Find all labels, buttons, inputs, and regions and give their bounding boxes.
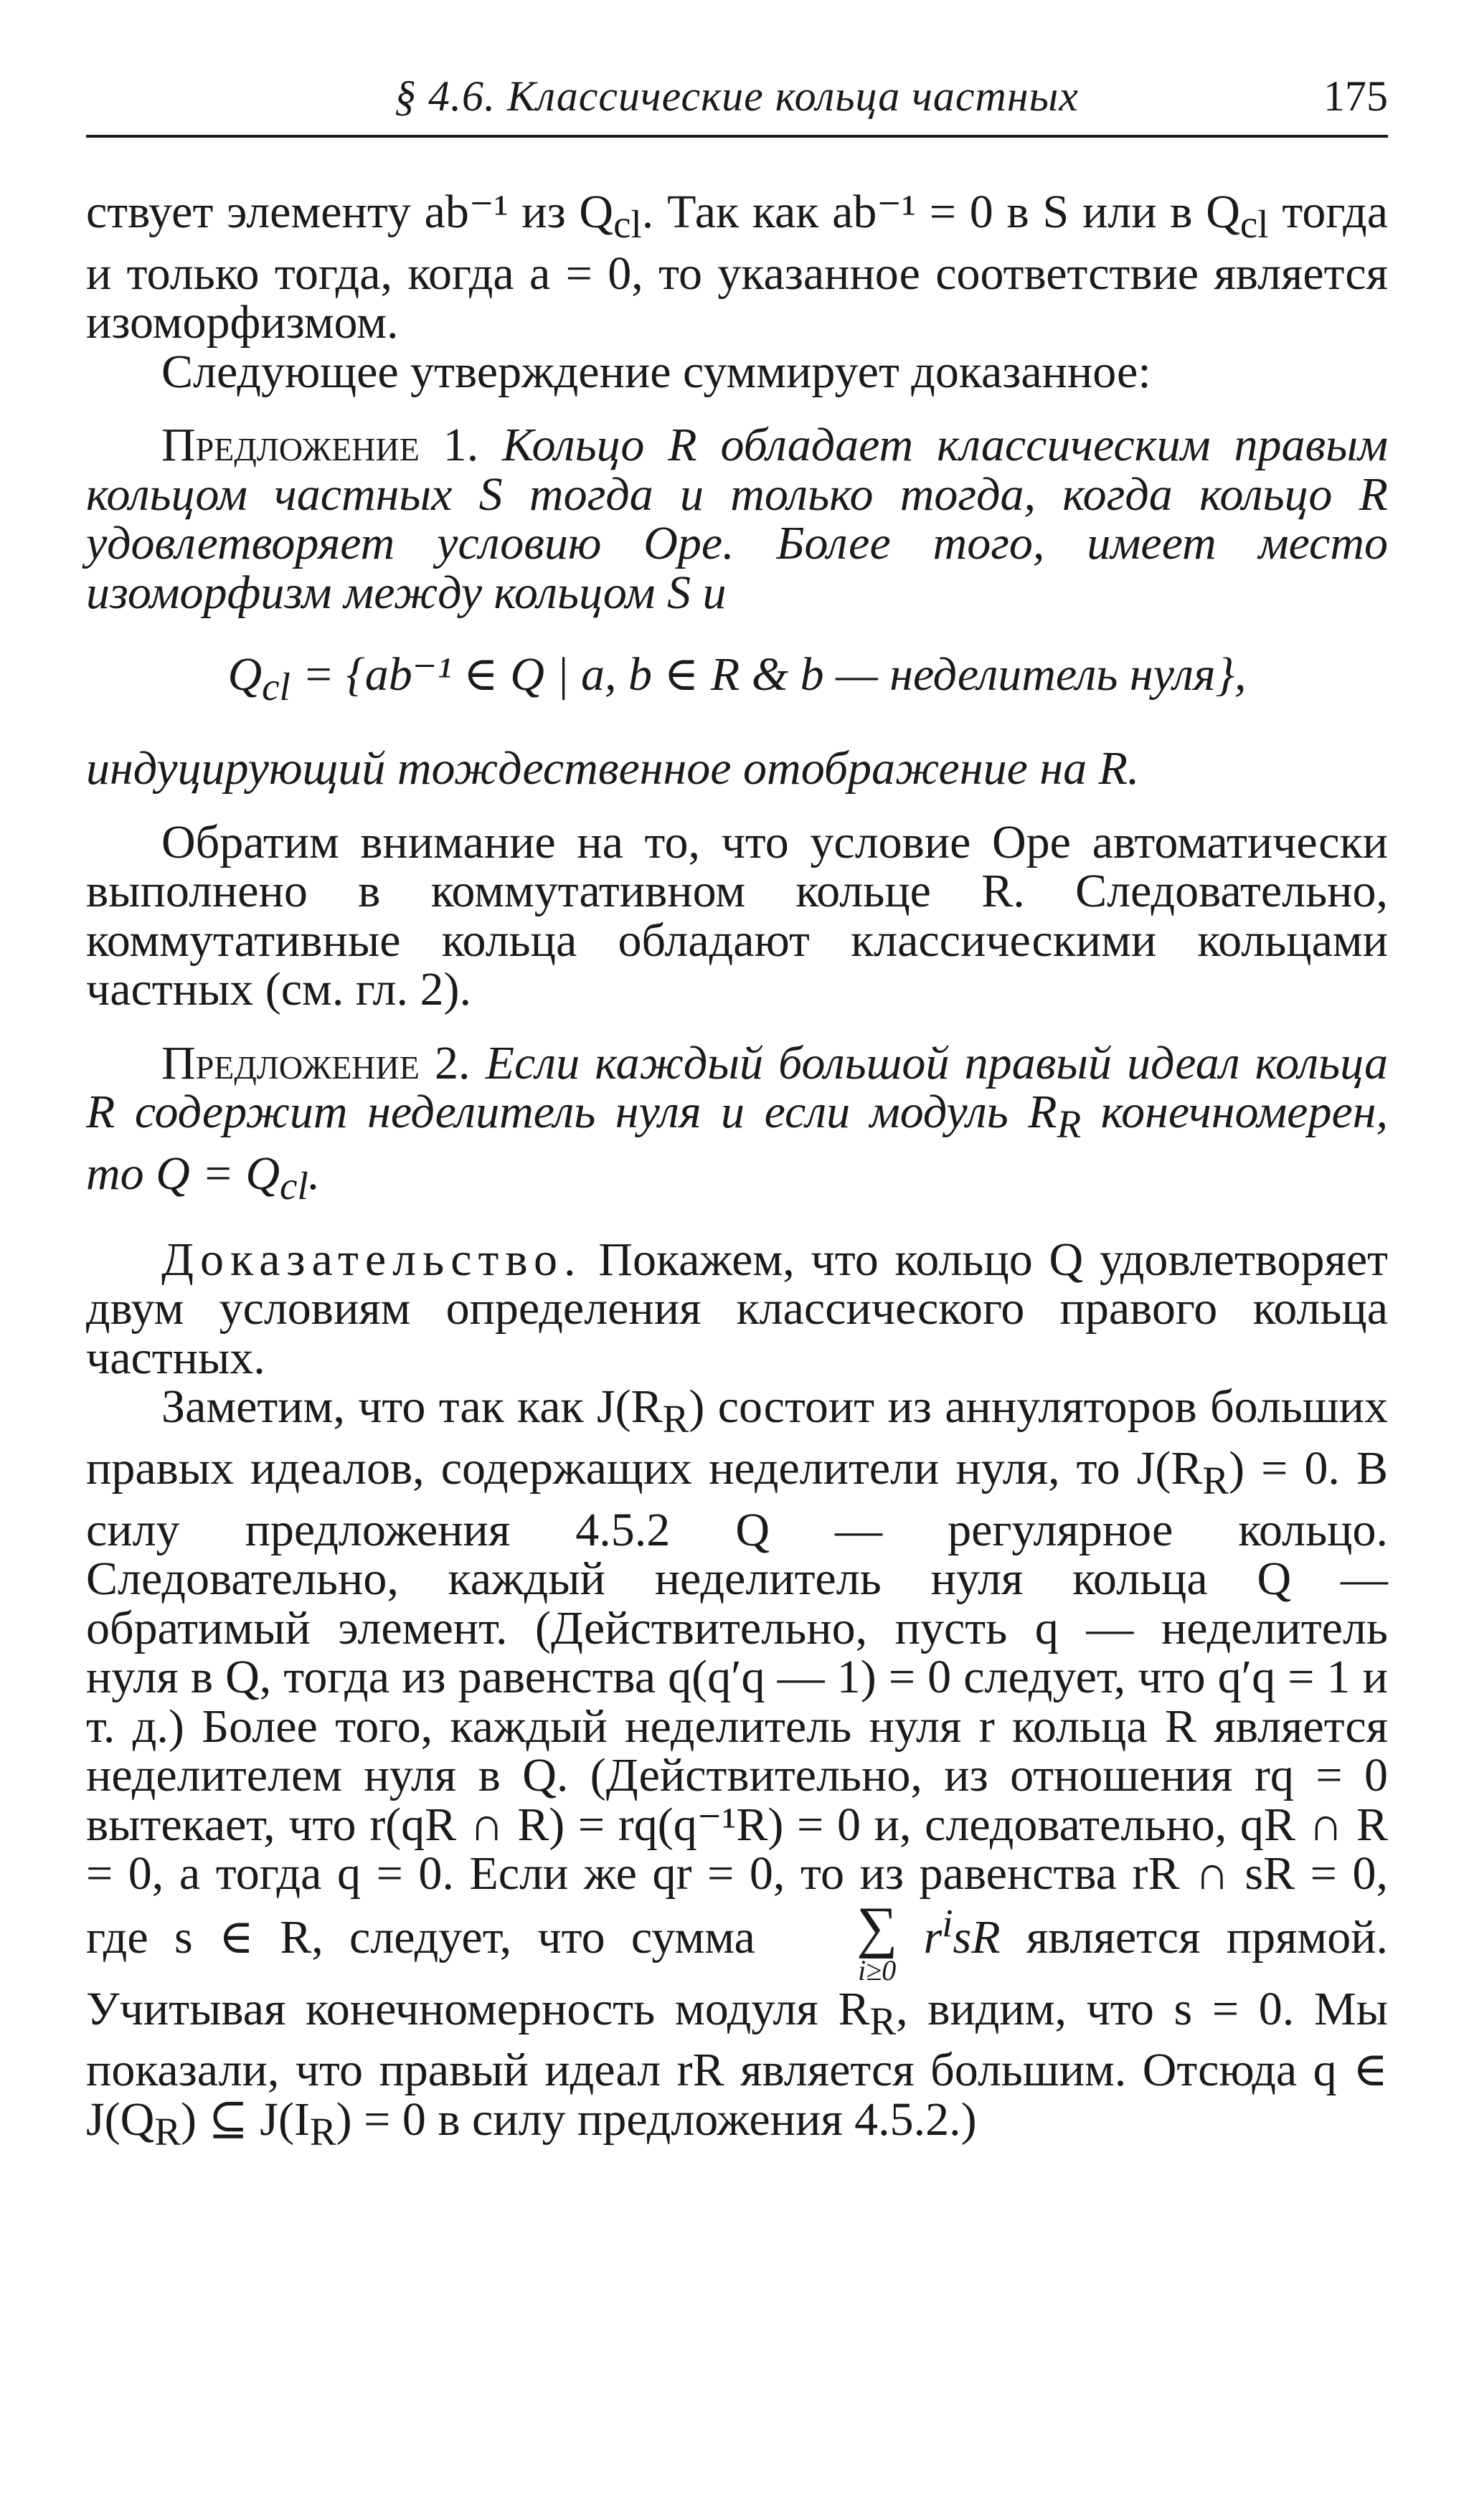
proposition-1-text: Кольцо R обладает классическим правым кольцом частных S тогда и только тогда, когда кольцо R удовлетворяет условию Оре. Более того, имеет место изоморфизм между кольцом S и bbox=[86, 419, 1389, 619]
sum-term: $r^isR$ bbox=[923, 1900, 1001, 1964]
proposition-1-conclusion: индуцирующий тождественное отображение на R. bbox=[86, 742, 1140, 795]
section-title: § 4.6. Классические кольца частных bbox=[395, 72, 1079, 120]
header-rule bbox=[86, 135, 1388, 138]
paragraph-summary: Следующее утверждение суммирует доказанное: bbox=[161, 345, 1151, 398]
text-body bbox=[86, 188, 1388, 2157]
proposition-1-label: Предложение 1. bbox=[161, 419, 479, 472]
proposition-2-text: Если каждый большой правый идеал кольца R содержит неделитель нуля и если модуль $R_R$ конечномерен, то $Q = Q_{cl}$. bbox=[86, 1036, 1388, 1208]
sum-expression bbox=[781, 1895, 898, 1986]
proof-details-a: Заметим, что так как $J(R_R)$ состоит из аннуляторов больших правых идеалов, содержащих неделители нуля, то $J(R_R) = 0$. В силу предложения 4.5.2 Q — регулярное кольцо. Следовательно, каждый неделитель нуля кольца Q — обратимый элемент. (Действительно, пусть q — неделитель нуля в Q, тогда из равенства q(q′q — 1) = 0 следует, что q′q = 1 и т. д.) Более того, каждый неделитель нуля r кольца R является неделителем нуля в Q. (Действительно, из отношения rq = 0 вытекает, что r(qR ∩ R) = rq(q⁻¹R) = 0 и, следовательно, qR ∩ R = 0, а тогда q = 0. Если же qr = 0, то из равенства rR ∩ sR = 0, где s ∈ R, следует, что сумма bbox=[86, 1380, 1388, 1964]
proof-details-b: является прямой. Учитывая конечномерность модуля $R_R$, видим, что s = 0. Мы показали, что правый идеал rR является большим. Отсюда q ∈ $J(Q_R)$ ⊆ $J(I_R) = 0$ в силу предложения 4.5.2.) bbox=[86, 1910, 1389, 2154]
proof-text: Покажем, что кольцо Q удовлетворяет двум условиям определения классического правого кольца частных. bbox=[86, 1233, 1389, 1384]
proof bbox=[86, 1233, 1389, 1384]
proposition-1 bbox=[86, 421, 1388, 617]
proposition-2-label: Предложение 2. bbox=[161, 1036, 471, 1089]
running-head bbox=[86, 72, 1388, 129]
paragraph-continuation: ствует элементу ab⁻¹ из $Q_{cl}$. Так как ab⁻¹ = 0 в S или в $Q_{cl}$ тогда и только тогда, когда a = 0, то указанное соответствие является изоморфизмом. bbox=[86, 186, 1388, 349]
paragraph-ore-remark: Обратим внимание на то, что условие Оре автоматически выполнено в коммутативном кольце R. Следовательно, коммутативные кольца обладают классическими кольцами частных (см. гл. 2). bbox=[86, 815, 1388, 1016]
paragraph-proof-details bbox=[86, 1380, 1389, 2156]
proposition-2 bbox=[86, 1036, 1388, 1211]
formula-qcl: $Q_{cl} = \{ab^{-1}$ ∈ Q | a, b ∈ R & b — неделитель нуля}, bbox=[227, 648, 1247, 709]
sum-subscript: i≥0 bbox=[858, 1953, 897, 1986]
proof-label: Доказательство. bbox=[161, 1233, 582, 1286]
page-number: 175 bbox=[1323, 72, 1388, 120]
sum-symbol: ∑ bbox=[856, 1895, 898, 1959]
